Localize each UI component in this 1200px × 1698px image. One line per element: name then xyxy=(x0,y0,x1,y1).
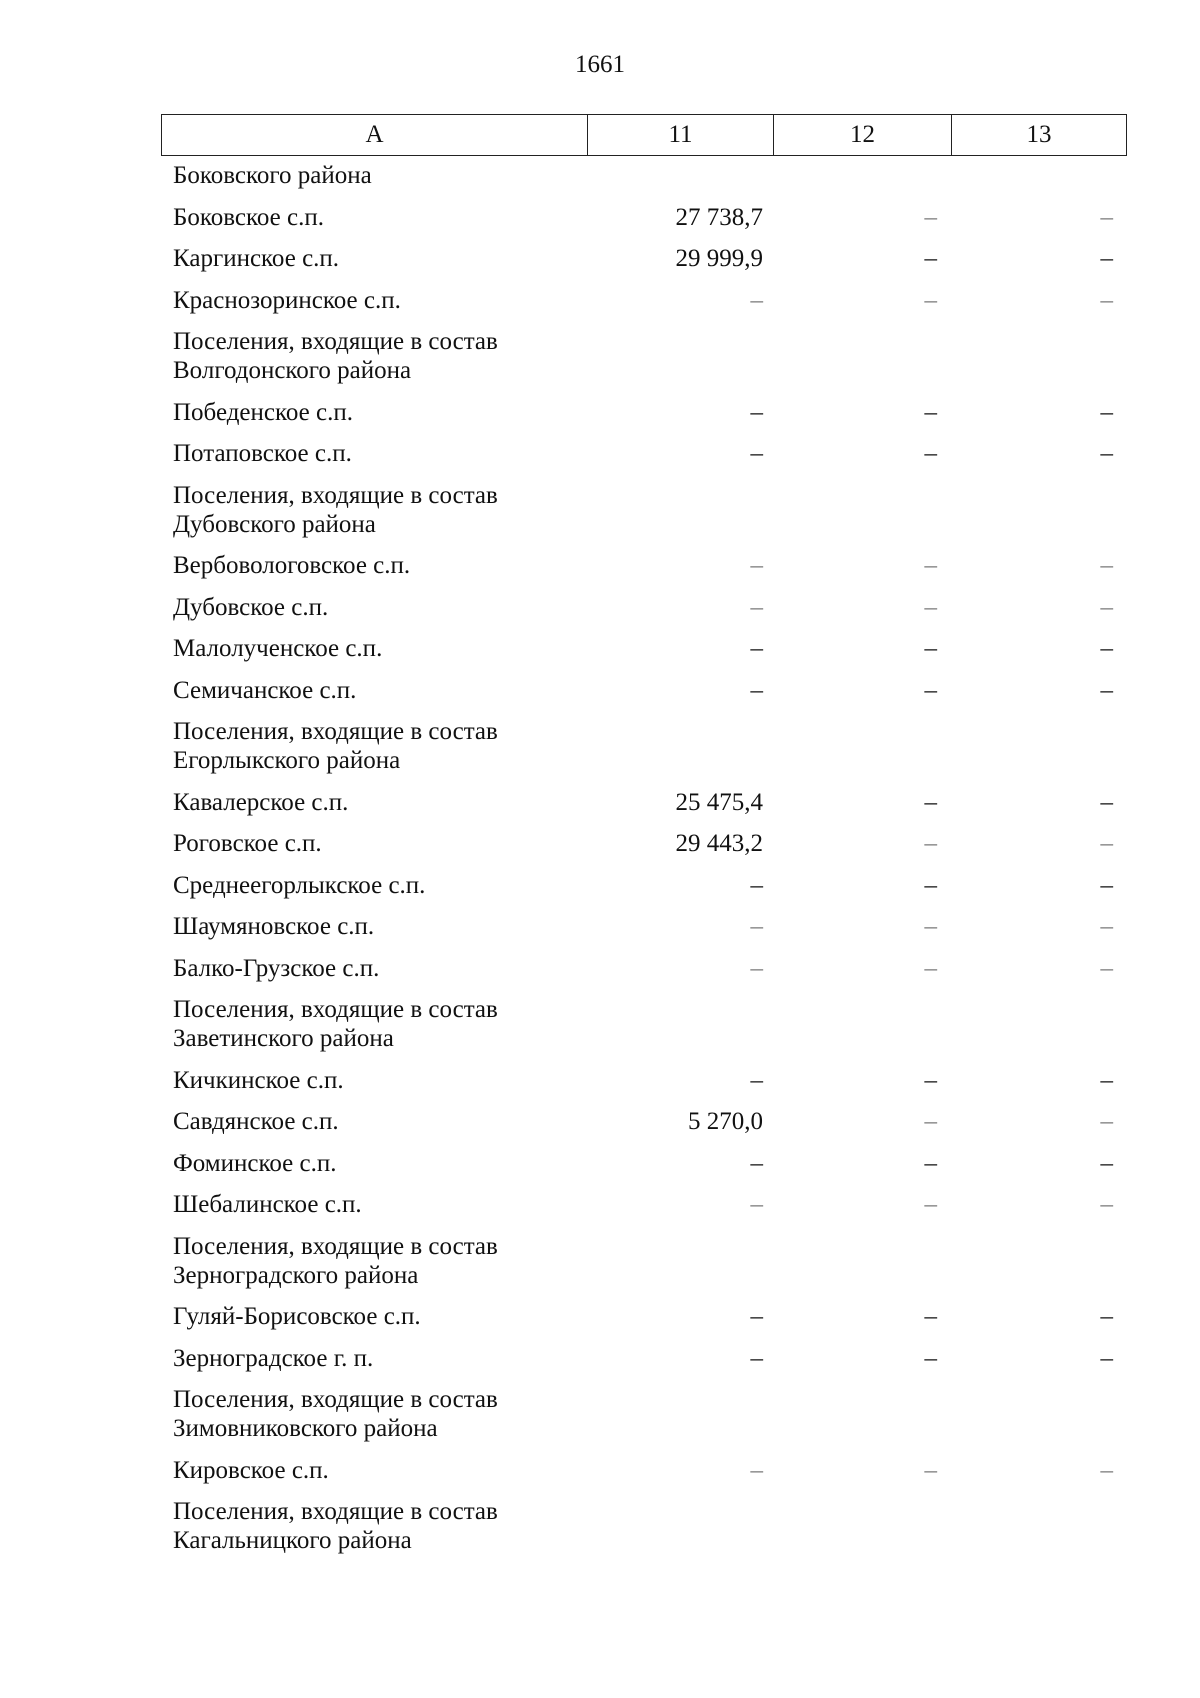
value-col-11 xyxy=(587,327,773,385)
value-col-11: 25 475,4 xyxy=(675,788,763,816)
value-col-13 xyxy=(951,1232,1127,1290)
value-col-11: – xyxy=(750,676,763,704)
group-header-row xyxy=(161,157,1127,199)
value-col-11: – xyxy=(750,913,763,940)
settlement-name: Боковское с.п. xyxy=(173,203,324,231)
settlement-name: Балко-Грузское с.п. xyxy=(173,954,380,982)
value-col-13 xyxy=(951,481,1127,539)
value-col-13: – xyxy=(1100,552,1113,579)
settlement-name: Поселения, входящие в состав Дубовского района xyxy=(173,481,498,538)
value-col-13: – xyxy=(1100,245,1113,272)
value-col-11: 29 999,9 xyxy=(675,245,763,272)
value-col-12: – xyxy=(924,593,937,621)
settlement-name: Победенское с.п. xyxy=(173,398,354,426)
value-col-13: – xyxy=(1100,1149,1113,1177)
value-col-13: – xyxy=(1100,286,1113,314)
table-row xyxy=(161,908,1127,950)
table-row xyxy=(161,589,1127,631)
value-col-13 xyxy=(951,161,1127,190)
value-col-13: – xyxy=(1100,440,1113,467)
group-header-row xyxy=(161,1381,1127,1452)
value-col-12 xyxy=(773,327,951,385)
group-header-row xyxy=(161,991,1127,1062)
settlement-name: Поселения, входящие в состав Зимовниковского района xyxy=(173,1386,498,1442)
settlement-name: Шаумяновское с.п. xyxy=(173,913,375,940)
value-col-13 xyxy=(951,1497,1127,1555)
value-col-11 xyxy=(587,995,773,1053)
value-col-13: – xyxy=(1100,398,1113,426)
value-col-12: – xyxy=(924,954,937,982)
settlement-name: Кавалерское с.п. xyxy=(173,788,349,816)
value-col-13 xyxy=(951,327,1127,385)
settlement-name: Дубовское с.п. xyxy=(173,593,329,621)
value-col-13 xyxy=(951,1385,1127,1443)
value-col-13: – xyxy=(1100,203,1113,231)
value-col-11: – xyxy=(750,552,763,579)
value-col-12: – xyxy=(924,1108,937,1135)
settlement-name: Вербовологовское с.п. xyxy=(173,552,411,579)
value-col-12: – xyxy=(924,913,937,940)
value-col-11: – xyxy=(750,1191,763,1218)
settlement-name: Кировское с.п. xyxy=(173,1456,329,1484)
value-col-12: – xyxy=(924,1303,937,1330)
settlement-name: Боковского района xyxy=(173,162,372,189)
table-row xyxy=(161,1103,1127,1145)
value-col-13: – xyxy=(1100,1066,1113,1094)
group-header-row xyxy=(161,477,1127,548)
settlement-name: Савдянское с.п. xyxy=(173,1108,339,1135)
value-col-11 xyxy=(587,1385,773,1443)
table-row xyxy=(161,394,1127,436)
value-col-13: – xyxy=(1100,1456,1113,1484)
value-col-11 xyxy=(587,161,773,190)
value-col-11: – xyxy=(750,1066,763,1094)
table-row xyxy=(161,547,1127,589)
settlement-name: Каргинское с.п. xyxy=(173,245,340,272)
settlement-name: Шебалинское с.п. xyxy=(173,1191,362,1218)
value-col-11: 29 443,2 xyxy=(675,830,763,857)
value-col-13: – xyxy=(1100,1303,1113,1330)
value-col-12: – xyxy=(924,1149,937,1177)
table-row xyxy=(161,1186,1127,1228)
table-row xyxy=(161,1298,1127,1340)
table-header xyxy=(161,114,1127,156)
value-col-11: – xyxy=(750,954,763,982)
value-col-12: – xyxy=(924,1066,937,1094)
value-col-13: – xyxy=(1100,593,1113,621)
value-col-12 xyxy=(773,481,951,539)
settlement-name: Поселения, входящие в состав Егорлыкского района xyxy=(173,718,498,774)
group-header-row xyxy=(161,1493,1127,1564)
value-col-11 xyxy=(587,1232,773,1290)
value-col-11: – xyxy=(750,1456,763,1484)
table-row xyxy=(161,950,1127,992)
value-col-13: – xyxy=(1100,830,1113,857)
column-header-a: A xyxy=(162,115,588,155)
value-col-12: – xyxy=(924,398,937,426)
value-col-12: – xyxy=(924,440,937,467)
settlement-name: Гуляй-Борисовское с.п. xyxy=(173,1303,421,1330)
value-col-13: – xyxy=(1100,635,1113,662)
value-col-11 xyxy=(587,717,773,775)
settlement-name: Зерноградское г. п. xyxy=(173,1344,374,1372)
value-col-11: 27 738,7 xyxy=(675,203,763,231)
column-header-13: 13 xyxy=(1026,121,1052,148)
value-col-12 xyxy=(773,1232,951,1290)
value-col-12 xyxy=(773,717,951,775)
table-row xyxy=(161,282,1127,324)
table-body xyxy=(161,157,1127,1564)
value-col-13: – xyxy=(1100,871,1113,899)
settlement-name: Поселения, входящие в состав Заветинского района xyxy=(173,996,498,1052)
value-col-12: – xyxy=(924,635,937,662)
table-row xyxy=(161,240,1127,282)
value-col-13: – xyxy=(1100,1344,1113,1372)
group-header-row xyxy=(161,713,1127,784)
value-col-12 xyxy=(773,161,951,190)
value-col-11: – xyxy=(750,398,763,426)
settlement-name: Поселения, входящие в состав Кагальницкого района xyxy=(173,1498,498,1554)
value-col-12: – xyxy=(924,676,937,704)
table-row xyxy=(161,1062,1127,1104)
settlement-name: Роговское с.п. xyxy=(173,830,322,857)
column-header-12: 12 xyxy=(774,115,952,155)
value-col-12: – xyxy=(924,830,937,857)
value-col-11 xyxy=(587,481,773,539)
value-col-11: – xyxy=(750,871,763,899)
value-col-11: – xyxy=(750,1303,763,1330)
value-col-13: – xyxy=(1100,913,1113,940)
value-col-13 xyxy=(951,717,1127,775)
table-row xyxy=(161,435,1127,477)
value-col-12 xyxy=(773,995,951,1053)
settlement-name: Потаповское с.п. xyxy=(173,440,352,467)
settlement-name: Малолученское с.п. xyxy=(173,635,383,662)
value-col-11: – xyxy=(750,635,763,662)
settlement-name: Поселения, входящие в состав Зерноградского района xyxy=(173,1232,498,1289)
column-header-11: 11 xyxy=(588,115,774,155)
table-row xyxy=(161,1452,1127,1494)
table-row xyxy=(161,630,1127,672)
value-col-12: – xyxy=(924,1456,937,1484)
value-col-13 xyxy=(951,995,1127,1053)
settlement-name: Фоминское с.п. xyxy=(173,1149,337,1177)
value-col-11: – xyxy=(750,440,763,467)
value-col-13: – xyxy=(1100,954,1113,982)
value-col-11: – xyxy=(750,1344,763,1372)
table-row xyxy=(161,784,1127,826)
value-col-12: – xyxy=(924,871,937,899)
settlement-name: Поселения, входящие в состав Волгодонского района xyxy=(173,328,498,384)
value-col-13: – xyxy=(1100,1191,1113,1218)
group-header-row xyxy=(161,323,1127,394)
table-row xyxy=(161,867,1127,909)
table-row xyxy=(161,825,1127,867)
value-col-12: – xyxy=(924,286,937,314)
value-col-12: – xyxy=(924,245,937,272)
value-col-11: – xyxy=(750,286,763,314)
value-col-11: 5 270,0 xyxy=(688,1108,763,1135)
table-row xyxy=(161,1340,1127,1382)
settlement-name: Краснозоринское с.п. xyxy=(173,286,401,314)
value-col-12: – xyxy=(924,1344,937,1372)
value-col-12: – xyxy=(924,1191,937,1218)
value-col-11: – xyxy=(750,593,763,621)
settlement-name: Кичкинское с.п. xyxy=(173,1066,344,1094)
value-col-13: – xyxy=(1100,676,1113,704)
value-col-11: – xyxy=(750,1149,763,1177)
settlement-name: Среднеегорлыкское с.п. xyxy=(173,871,426,899)
value-col-12 xyxy=(773,1385,951,1443)
table-row xyxy=(161,199,1127,241)
value-col-11 xyxy=(587,1497,773,1555)
value-col-13: – xyxy=(1100,788,1113,816)
table-row xyxy=(161,1145,1127,1187)
value-col-13: – xyxy=(1100,1108,1113,1135)
value-col-12: – xyxy=(924,788,937,816)
page-number: 1661 xyxy=(575,51,625,78)
settlement-name: Семичанское с.п. xyxy=(173,676,357,704)
value-col-12: – xyxy=(924,203,937,231)
value-col-12 xyxy=(773,1497,951,1555)
table-row xyxy=(161,672,1127,714)
group-header-row xyxy=(161,1228,1127,1299)
value-col-12: – xyxy=(924,552,937,579)
